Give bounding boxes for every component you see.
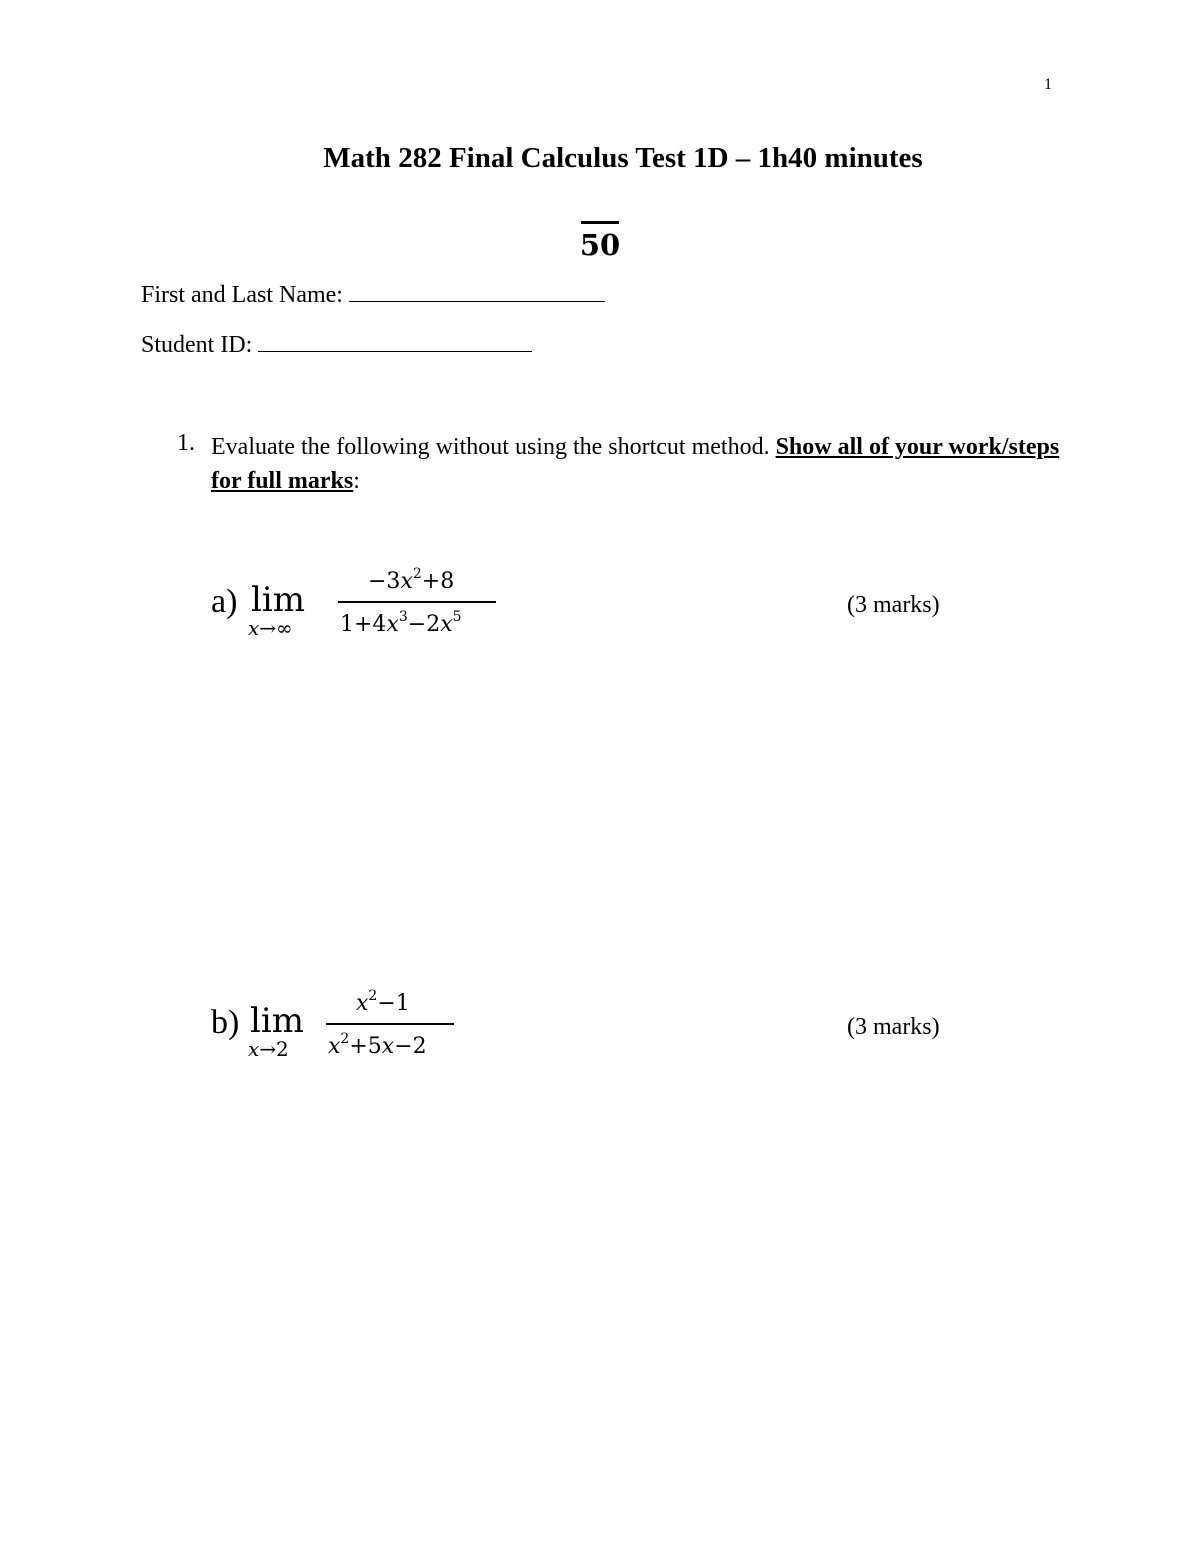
part-a-fraction-bar [338,601,496,603]
page-number: 1 [1044,76,1052,93]
part-b-numerator: $x^2-1$ [356,988,410,1016]
name-blank-line[interactable] [349,281,605,302]
part-a-approach-arrow: → [259,616,277,640]
question-text [211,430,1061,498]
question-instruction: Evaluate the following without using the shortcut method. [211,434,776,460]
part-a-denominator: $1+4x^3-2x^5$ [340,609,462,637]
part-a-approach-to: ∞ [276,616,293,640]
part-a-marks: (3 marks) [847,592,940,618]
part-a-lim: lim [251,580,305,620]
name-label: First and Last Name: [141,282,343,308]
part-b-marks: (3 marks) [847,1014,940,1040]
part-a-approach-var: x [248,616,260,640]
score-line [581,221,619,224]
question-number: 1. [177,430,195,456]
part-a-label: a) [211,583,238,620]
part-b-approach-var: x [248,1037,260,1061]
part-b-denominator: $x^2+5x-2$ [328,1031,427,1059]
part-b-limit-subscript [248,1037,289,1061]
part-b-approach-arrow: → [259,1037,277,1061]
part-b-approach-to: 2 [276,1037,289,1061]
part-a-limit-subscript [248,616,293,640]
page-title: Math 282 Final Calculus Test 1D – 1h40 minutes [323,142,923,174]
part-b-lim: lim [250,1001,304,1041]
name-field [141,281,605,309]
question-suffix: : [353,468,360,494]
student-id-field [141,331,532,359]
part-a-numerator: $-3x^2+8$ [368,566,455,594]
student-id-blank-line[interactable] [258,331,532,352]
part-b-label: b) [211,1004,240,1041]
student-id-label: Student ID: [141,332,253,358]
question-emphasis: Show all of your work/steps for full marks [211,434,1060,494]
total-score: 50 [579,228,621,262]
part-b-fraction-bar [326,1023,454,1025]
